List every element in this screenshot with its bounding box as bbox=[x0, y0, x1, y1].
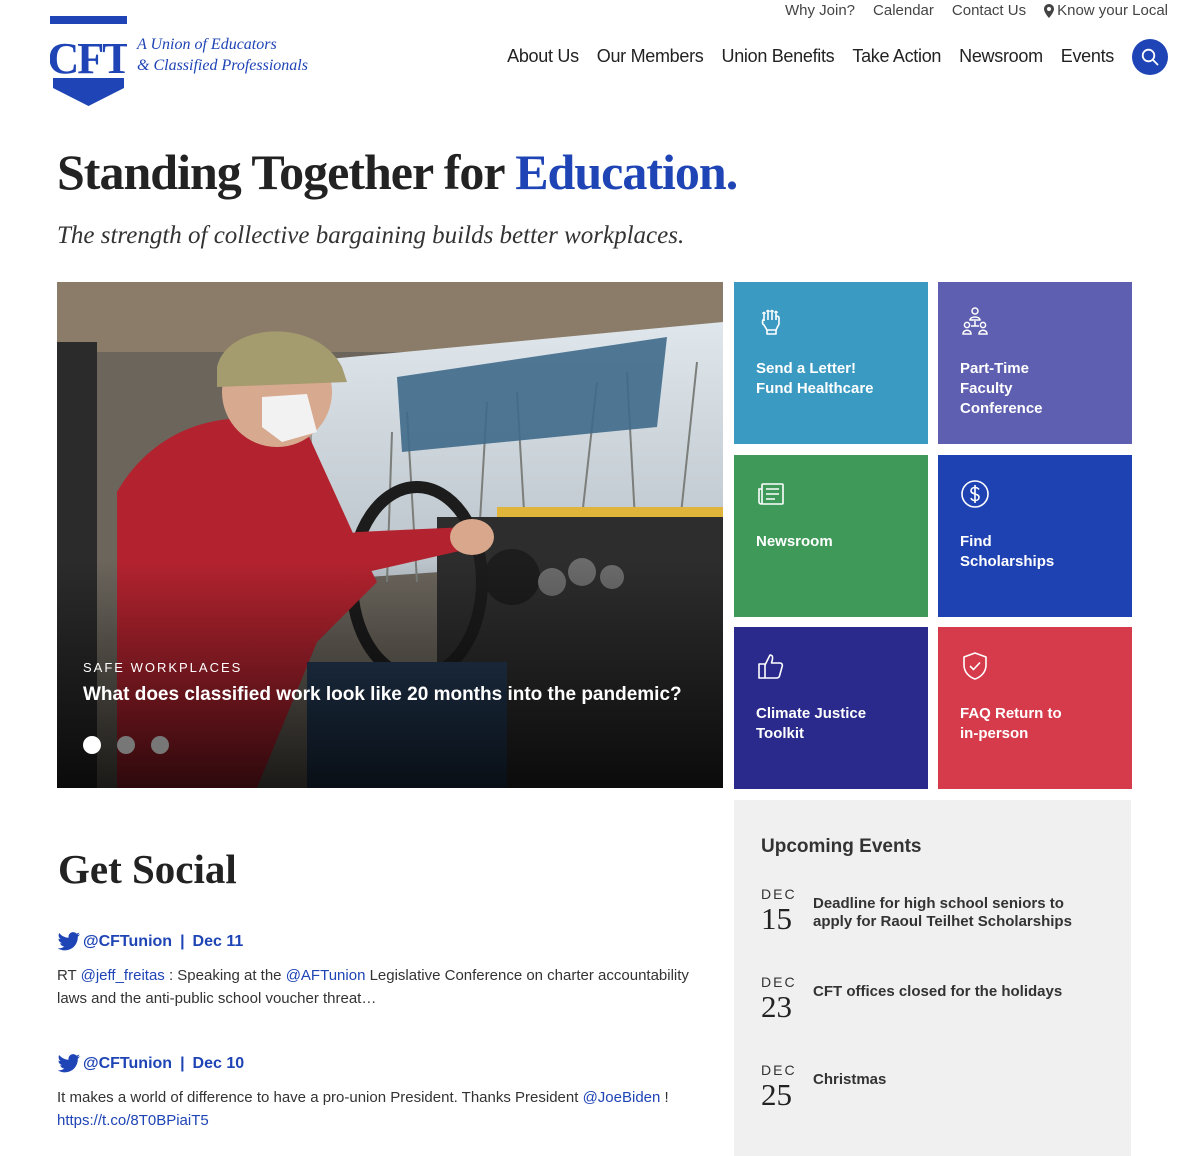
events-title: Upcoming Events bbox=[761, 836, 922, 857]
tweet-body bbox=[57, 964, 697, 1010]
nav-newsroom[interactable]: Newsroom bbox=[959, 46, 1043, 66]
slider-dot-2[interactable] bbox=[117, 736, 135, 754]
slide-title[interactable]: What does classified work look like 20 months into the pandemic? bbox=[83, 684, 682, 705]
logo-text: CFT bbox=[50, 34, 127, 83]
hero-slider[interactable] bbox=[57, 282, 723, 788]
tweet-text: It makes a world of difference to have a pro-union President. Thanks President bbox=[57, 1089, 583, 1106]
thumbs-up-icon bbox=[756, 651, 786, 681]
page-title bbox=[57, 143, 737, 201]
site-logo[interactable] bbox=[50, 16, 308, 106]
tweet-text: ! bbox=[660, 1089, 669, 1106]
util-link-calendar[interactable]: Calendar bbox=[873, 2, 934, 19]
utility-nav bbox=[767, 2, 1168, 19]
event-date bbox=[761, 974, 813, 1022]
nav-about-us[interactable]: About Us bbox=[507, 46, 579, 66]
page-subtitle: The strength of collective bargaining builds better workplaces. bbox=[57, 222, 685, 249]
dollar-circle-icon bbox=[960, 479, 990, 509]
event-item[interactable] bbox=[761, 974, 1093, 1022]
slider-dot-1[interactable] bbox=[83, 736, 101, 754]
event-title[interactable]: Christmas bbox=[813, 1071, 887, 1088]
tile-find-scholarships-label: Find Scholarships bbox=[960, 533, 1055, 570]
nav-our-members[interactable]: Our Members bbox=[596, 46, 704, 66]
util-link-know-your-local[interactable] bbox=[1044, 2, 1168, 19]
slider-dot-3[interactable] bbox=[151, 736, 169, 754]
tweet-card bbox=[57, 1054, 697, 1132]
tweet-handle[interactable]: @CFTunion bbox=[83, 1055, 173, 1072]
tile-faq-return[interactable] bbox=[938, 627, 1132, 789]
tweet-mention-link[interactable]: @AFTunion bbox=[285, 967, 366, 984]
twitter-bird-icon bbox=[57, 1054, 81, 1074]
tweet-separator: | bbox=[180, 933, 185, 950]
tile-send-letter[interactable] bbox=[734, 282, 928, 444]
logo-shield bbox=[50, 16, 127, 106]
event-month: DEC bbox=[761, 1062, 797, 1078]
tweet-header bbox=[57, 1054, 697, 1074]
main-nav bbox=[489, 46, 1114, 67]
map-pin-icon bbox=[1044, 4, 1054, 18]
tile-climate-justice[interactable] bbox=[734, 627, 928, 789]
event-day: 25 bbox=[761, 1077, 792, 1112]
raised-fist-icon bbox=[756, 306, 786, 336]
tweet-header bbox=[57, 932, 697, 952]
event-title[interactable]: Deadline for high school seniors to apply for Raoul Teilhet Scholarships bbox=[813, 895, 1072, 930]
tweet-date[interactable]: Dec 10 bbox=[192, 1055, 245, 1072]
event-item[interactable] bbox=[761, 886, 1093, 934]
logo-tagline bbox=[137, 34, 308, 76]
people-network-icon bbox=[960, 306, 990, 336]
logo-tagline-line2: & Classified Professionals bbox=[137, 57, 308, 74]
nav-events[interactable]: Events bbox=[1060, 46, 1114, 66]
tweet-mention-link[interactable]: @jeff_freitas bbox=[80, 967, 165, 984]
tweet-card bbox=[57, 932, 697, 1010]
tweet-mention-link[interactable]: @JoeBiden bbox=[582, 1089, 661, 1106]
slide-kicker: SAFE WORKPLACES bbox=[83, 660, 243, 675]
util-link-contact-us[interactable]: Contact Us bbox=[951, 2, 1027, 19]
event-day: 23 bbox=[761, 989, 792, 1024]
tweet-date[interactable]: Dec 11 bbox=[192, 933, 244, 950]
twitter-bird-icon bbox=[57, 932, 81, 952]
tile-part-time-faculty-label: Part-Time Faculty Conference bbox=[960, 360, 1043, 417]
upcoming-events-panel bbox=[734, 800, 1131, 1156]
tile-newsroom[interactable] bbox=[734, 455, 928, 617]
tile-newsroom-label: Newsroom bbox=[756, 533, 833, 550]
util-link-know-your-local-label: Know your Local bbox=[1057, 2, 1168, 19]
slider-dots bbox=[83, 736, 169, 754]
tweet-text: RT bbox=[57, 967, 81, 984]
search-button[interactable] bbox=[1132, 39, 1168, 75]
newspaper-icon bbox=[756, 479, 786, 509]
page-title-accent: Education. bbox=[515, 144, 738, 200]
nav-take-action[interactable]: Take Action bbox=[852, 46, 942, 66]
event-date bbox=[761, 886, 813, 934]
util-link-why-join[interactable]: Why Join? bbox=[784, 2, 856, 19]
event-month: DEC bbox=[761, 886, 797, 902]
tweet-handle[interactable]: @CFTunion bbox=[83, 933, 173, 950]
tile-part-time-faculty[interactable] bbox=[938, 282, 1132, 444]
shield-check-icon bbox=[960, 651, 990, 681]
tweet-body bbox=[57, 1086, 697, 1132]
event-day: 15 bbox=[761, 901, 792, 936]
nav-union-benefits[interactable]: Union Benefits bbox=[721, 46, 835, 66]
tile-find-scholarships[interactable] bbox=[938, 455, 1132, 617]
tweet-separator: | bbox=[180, 1055, 185, 1072]
slide-photo-bus-driver bbox=[57, 282, 723, 788]
tweet-text: : Speaking at the bbox=[164, 967, 286, 984]
tile-climate-justice-label: Climate Justice Toolkit bbox=[756, 705, 867, 742]
event-date bbox=[761, 1062, 813, 1110]
event-month: DEC bbox=[761, 974, 797, 990]
tweet-text: Legislative Conference on charter accountability laws and the anti-public school voucher threat… bbox=[57, 967, 689, 1007]
event-title[interactable]: CFT offices closed for the holidays bbox=[813, 983, 1063, 1000]
event-item[interactable] bbox=[761, 1062, 1093, 1110]
page-title-main: Standing Together for bbox=[57, 144, 516, 200]
social-section-title: Get Social bbox=[58, 846, 237, 892]
tile-faq-return-label: FAQ Return to in-person bbox=[960, 705, 1062, 742]
tweet-url-link[interactable]: https://t.co/8T0BPiaiT5 bbox=[57, 1112, 209, 1129]
tile-send-letter-label: Send a Letter! Fund Healthcare bbox=[756, 360, 874, 397]
logo-tagline-line1: A Union of Educators bbox=[137, 36, 277, 53]
search-icon bbox=[1141, 48, 1159, 66]
